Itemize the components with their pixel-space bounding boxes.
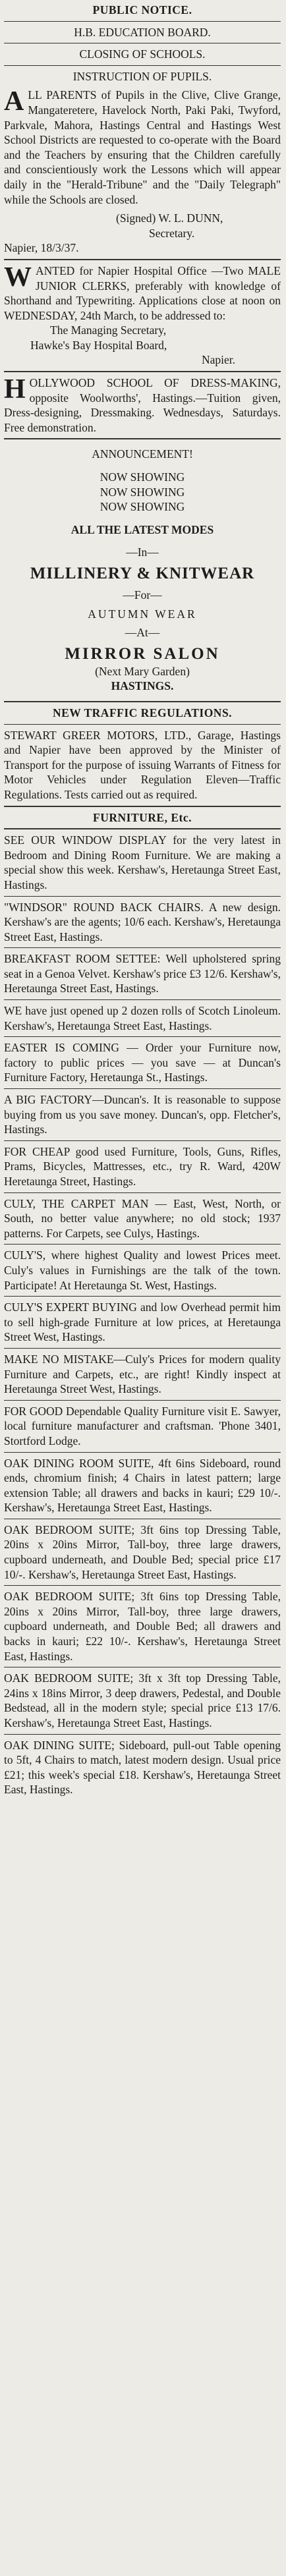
furniture-ad: OAK BEDROOM SUITE; 3ft x 3ft top Dressing Table, 24ins x 18ins Mirror, 3 deep drawers, Pedestal, and Double Bedstead, all in the modern style; special price £13 17/6. Kershaw's, Heretaunga Street East, Hastings. bbox=[4, 1671, 281, 1729]
board-name: H.B. EDUCATION BOARD. bbox=[74, 25, 211, 39]
millinery-knitwear: MILLINERY & KNITWEAR bbox=[30, 565, 255, 582]
furniture-ad: FOR CHEAP good used Furniture, Tools, Guns, Rifles, Prams, Bicycles, Mattresses, etc., try R. Ward, 420W Heretaunga Street, Hastings. bbox=[4, 1144, 281, 1188]
divider bbox=[4, 999, 281, 1000]
latest-modes: ALL THE LATEST MODES bbox=[71, 522, 214, 536]
dressmaking-body bbox=[4, 376, 281, 435]
now-showing-1: NOW SHOWING bbox=[100, 470, 185, 484]
dressmaking-text: OLLYWOOD SCHOOL OF DRESS-MAKING, opposite Woolworths', Hastings.—Tuition given, Dress-designing, Dressmaking. Wednesdays, Saturdays. Free demonstration. bbox=[4, 376, 281, 434]
divider bbox=[4, 259, 281, 260]
furniture-ad: MAKE NO MISTAKE—Culy's Prices for modern quality Furniture and Carpets, etc., are right! Kindly inspect at Heretaunga Street West, Hastings. bbox=[4, 1352, 281, 1396]
notice-text: LL PARENTS of Pupils in the Clive, Clive Grange, Mangateretere, Havelock North, Paki Paki, Twyford, Parkvale, Mahora, Hastings Central and Hastings West School Districts are requested to co-operate with the Board and the Teachers by ensuring that the Children carefully and conscientiously work the Lessons which will appear daily in the "Herald-Tribune" and the "Daily Telegraph" while the Schools are closed. bbox=[4, 88, 281, 206]
in-label: —In— bbox=[126, 546, 159, 559]
divider bbox=[4, 1400, 281, 1401]
furniture-ad: OAK BEDROOM SUITE; 3ft 6ins top Dressing Table, 20ins x 20ins Mirror, Tall-boy, three large drawers, cupboard underneath, and Double Bed; special price £17 10/-. Kershaw's, Heretaunga Street East, Hastings. bbox=[4, 1523, 281, 1581]
notice-dateline: Napier, 18/3/37. bbox=[4, 241, 79, 255]
hospital-signature-1: The Managing Secretary, bbox=[50, 323, 167, 337]
furniture-ad: BREAKFAST ROOM SETTEE: Well upholstered spring seat in a Genoa Velvet. Kershaw's price £3 12/6. Kershaw's, Heretaunga Street East, Hastings. bbox=[4, 952, 281, 995]
furniture-ad: OAK BEDROOM SUITE; 3ft 6ins top Dressing Table, 20ins x 20ins Mirror, Tall-boy, three large drawers, cupboard underneath, and Double Bed; all drawers and backs in kauri; £22 10/-. Kershaw's, Heretaunga Street East, Hastings. bbox=[4, 1590, 281, 1663]
furniture-ad: OAK DINING ROOM SUITE, 4ft 6ins Sideboard, round ends, chromium finish; 4 Chairs in latest pattern; large extension Table; all drawers and backs in kauri; £29 10/-. Kershaw's, Heretaunga Street East, Hastings. bbox=[4, 1456, 281, 1515]
hospital-signature-2: Hawke's Bay Hospital Board, bbox=[30, 338, 167, 352]
divider bbox=[4, 1088, 281, 1089]
furniture-ad: EASTER IS COMING — Order your Furniture now, factory to public prices — you save — at Duncan's Furniture Factory, Heretaunga St., Hastings. bbox=[4, 1041, 281, 1084]
divider bbox=[4, 947, 281, 948]
notice-heading: PUBLIC NOTICE. bbox=[92, 3, 192, 16]
divider bbox=[4, 1452, 281, 1453]
salon-name: MIRROR SALON bbox=[65, 644, 220, 663]
divider bbox=[4, 724, 281, 725]
divider bbox=[4, 371, 281, 372]
instruction-heading: INSTRUCTION OF PUPILS. bbox=[72, 69, 212, 83]
furniture-ad: FOR GOOD Dependable Quality Furniture visit E. Sawyer, local furniture manufacturer and craftsman. 'Phone 3401, Stortford Lodge. bbox=[4, 1404, 281, 1447]
hospital-text: ANTED for Napier Hospital Office —Two MALE JUNIOR CLERKS, preferably with knowledge of Shorthand and Typewriting. Applications close at noon on WEDNESDAY, 24th March, to be addressed to: bbox=[4, 264, 281, 322]
notice-body bbox=[4, 88, 281, 207]
salon-location: (Next Mary Garden) bbox=[95, 664, 190, 678]
divider bbox=[4, 1192, 281, 1193]
drop-cap: A bbox=[4, 86, 24, 117]
furniture-ad: A BIG FACTORY—Duncan's. It is reasonable to suppose buying from us you save money. Duncan's, opp. Fletcher's, Hastings. bbox=[4, 1093, 281, 1136]
divider bbox=[4, 65, 281, 66]
traffic-ad bbox=[4, 706, 281, 802]
divider bbox=[4, 1296, 281, 1297]
furniture-ad: CULY'S EXPERT BUYING and low Overhead permit him to sell high-grade Furniture at low prices, at Heretaunga Street West, Hastings. bbox=[4, 1301, 281, 1344]
announcement: ANNOUNCEMENT! bbox=[92, 447, 193, 461]
notice-title: Secretary. bbox=[149, 226, 195, 240]
divider bbox=[4, 1348, 281, 1349]
furniture-section bbox=[4, 810, 281, 1797]
divider bbox=[4, 896, 281, 897]
mirror-salon-ad bbox=[4, 443, 281, 698]
traffic-heading: NEW TRAFFIC REGULATIONS. bbox=[52, 706, 233, 719]
divider bbox=[4, 828, 281, 829]
public-notice bbox=[4, 3, 281, 256]
divider bbox=[4, 438, 281, 439]
drop-cap: W bbox=[4, 262, 32, 293]
now-showing-2: NOW SHOWING bbox=[100, 485, 185, 499]
dressmaking-ad bbox=[4, 376, 281, 435]
furniture-ad: "WINDSOR" ROUND BACK CHAIRS. A new design. Kershaw's are the agents; 10/6 each. Kershaw's, Heretaunga Street East, Hastings. bbox=[4, 900, 281, 943]
furniture-heading: FURNITURE, Etc. bbox=[93, 810, 192, 824]
furniture-ad: OAK DINING SUITE; Sideboard, pull-out Table opening to 5ft, 4 Chairs to match, latest modern design. Usual price £21; this week's special £18. Kershaw's, Heretaunga Street East, Hastings. bbox=[4, 1738, 281, 1797]
divider bbox=[4, 806, 281, 807]
for-label: —For— bbox=[123, 588, 162, 602]
divider bbox=[4, 21, 281, 22]
at-label: —At— bbox=[125, 626, 160, 640]
divider bbox=[4, 1036, 281, 1037]
salon-town: HASTINGS. bbox=[111, 679, 174, 693]
closing-heading: CLOSING OF SCHOOLS. bbox=[79, 47, 206, 61]
drop-cap: H bbox=[4, 374, 26, 405]
divider bbox=[4, 1734, 281, 1735]
hospital-body bbox=[4, 264, 281, 323]
furniture-ad: CULY, THE CARPET MAN — East, West, North, or South, no better value anywhere; no old stock; 1937 patterns. For Carpets, see Culys, Hastings. bbox=[4, 1196, 281, 1240]
notice-signature: (Signed) W. L. DUNN, bbox=[116, 211, 223, 225]
now-showing-3: NOW SHOWING bbox=[100, 500, 185, 514]
divider bbox=[4, 1585, 281, 1586]
hospital-signature-3: Napier. bbox=[202, 353, 236, 367]
traffic-body: STEWART GREER MOTORS, LTD., Garage, Hastings and Napier have been approved by the Minister of Transport for the purpose of issuing Warrants of Fitness for Motor Vehicles under Regulation Eleven—Traffic Regulations. Tests carried out as required. bbox=[4, 728, 281, 801]
furniture-ad: CULY'S, where highest Quality and lowest Prices meet. Culy's values in Furnishings are the talk of the town. Participate! At Heretaunga St. West, Hastings. bbox=[4, 1248, 281, 1292]
autumn-wear: AUTUMN WEAR bbox=[88, 607, 197, 621]
newspaper-column bbox=[4, 3, 281, 1797]
divider bbox=[4, 1244, 281, 1245]
furniture-ad: WE have just opened up 2 dozen rolls of Scotch Linoleum. Kershaw's, Heretaunga Street East, Hastings. bbox=[4, 1004, 281, 1032]
furniture-ad: SEE OUR WINDOW DISPLAY for the very latest in Bedroom and Dining Room Furniture. We are making a special show this week. Kershaw's, Heretaunga Street East, Hastings. bbox=[4, 833, 281, 891]
hospital-ad bbox=[4, 264, 281, 368]
divider bbox=[4, 701, 281, 702]
divider bbox=[4, 1140, 281, 1141]
furniture-ad-list bbox=[4, 833, 281, 1797]
